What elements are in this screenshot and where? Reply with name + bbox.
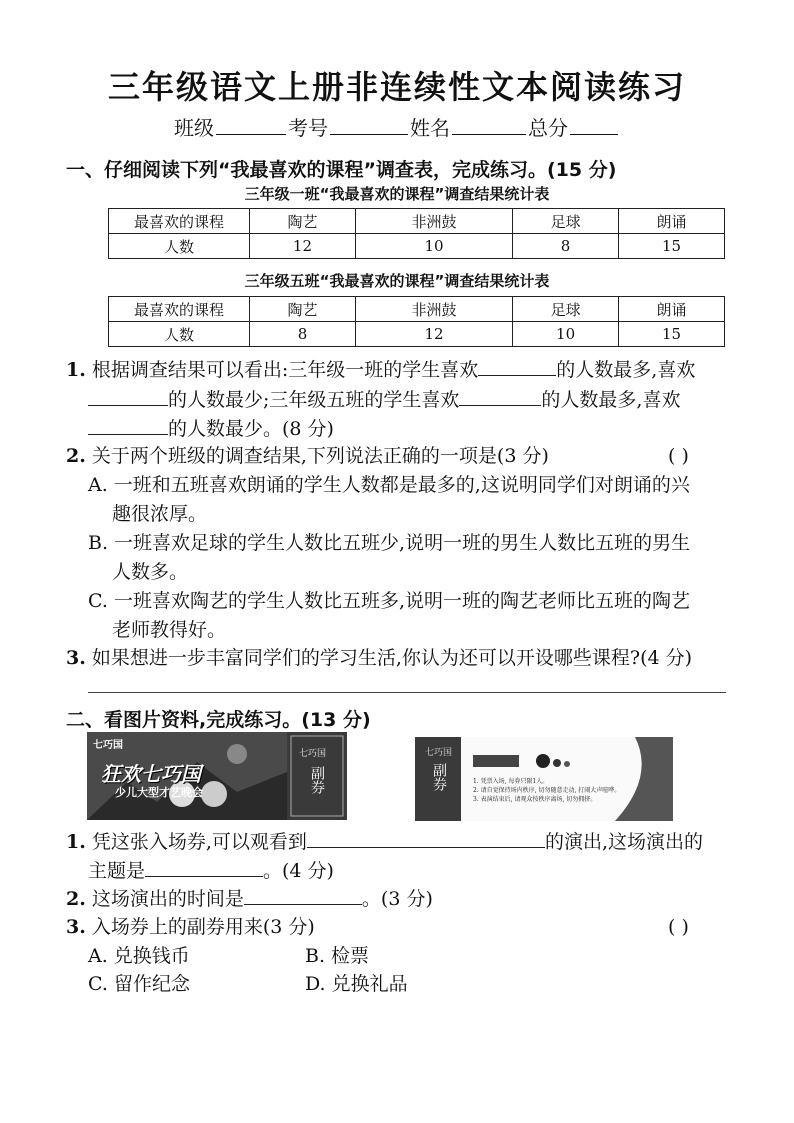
answer-blank[interactable] (88, 405, 168, 406)
page-title: 三年级语文上册非连续性文本阅读练习 (107, 68, 686, 106)
answer-line[interactable] (88, 692, 726, 693)
table-cell: 陶艺 (250, 297, 356, 322)
table-cell: 12 (250, 234, 356, 259)
question-text: 的人数最少;三年级五班的学生喜欢 (168, 389, 460, 411)
table-cell: 15 (619, 322, 725, 347)
question-text: 主题是 (88, 860, 146, 882)
table2-caption: 三年级五班“我最喜欢的课程”调查结果统计表 (244, 272, 550, 290)
class-field[interactable] (216, 116, 286, 135)
question-text: 关于两个班级的调查结果,下列说法正确的一项是(3 分) (91, 445, 549, 467)
answer-blank[interactable] (88, 434, 168, 435)
ticket-logo: 七巧国 (93, 740, 123, 751)
score-label: 总分 (528, 116, 568, 140)
answer-blank[interactable] (244, 904, 362, 905)
question-text: 入场券上的副券用来(3 分) (91, 916, 315, 938)
answer-blank[interactable] (145, 876, 263, 877)
name-label: 姓名 (410, 116, 450, 140)
table-cell: 12 (355, 322, 512, 347)
s1-q1-line2 (88, 385, 680, 415)
survey-table-class1 (108, 208, 725, 259)
table-cell: 非洲鼓 (355, 297, 512, 322)
stub-brand: 七巧国 (299, 749, 327, 759)
rule-line: 2. 请自觉保持场内秩序, 切勿随意走动, 打闹大声喧哗。 (473, 787, 621, 794)
question-number: 3. (66, 916, 86, 938)
question-text: 。(3 分) (361, 888, 433, 910)
answer-blank[interactable] (459, 405, 541, 406)
table-row (109, 297, 725, 322)
question-text: 的人数最多,喜欢 (556, 359, 696, 381)
question-text: 如果想进一步丰富同学们的学习生活,你认为还可以开设哪些课程?(4 分) (91, 647, 693, 669)
rule-line: 3. 表演结束后, 请观众按秩序离场, 切勿拥挤。 (473, 796, 597, 803)
table-cell: 非洲鼓 (355, 209, 512, 234)
exam-no-field[interactable] (330, 116, 408, 135)
survey-table-class5 (108, 296, 725, 347)
stub-label: 副券 (309, 766, 325, 794)
ticket-main-title: 狂欢七巧国 (101, 762, 201, 786)
table-cell: 朗诵 (619, 209, 725, 234)
option-a-cont: 趣很浓厚。 (112, 503, 208, 525)
student-info-line (0, 112, 794, 141)
question-text: 。(4 分) (263, 860, 334, 882)
exam-no-label: 考号 (288, 116, 328, 140)
table-cell: 最喜欢的课程 (109, 297, 250, 322)
table-cell: 8 (250, 322, 356, 347)
answer-parentheses[interactable]: ( ) (668, 445, 689, 467)
option-b[interactable]: B. 一班喜欢足球的学生人数比五班少,说明一班的男生人数比五班的男生 (88, 532, 691, 554)
option-c[interactable]: C. 一班喜欢陶艺的学生人数比五班多,说明一班的陶艺老师比五班的陶艺 (88, 590, 690, 612)
answer-blank[interactable] (307, 847, 545, 848)
option-a[interactable]: A. 一班和五班喜欢朗诵的学生人数都是最多的,这说明同学们对朗诵的兴 (88, 474, 690, 496)
question-text: 的演出,这场演出的 (544, 831, 703, 853)
ticket-subtitle: 少儿大型才艺晚会 (115, 786, 203, 799)
ticket2-rules (473, 777, 633, 804)
question-text: 凭这张入场券,可以观看到 (91, 831, 307, 853)
table-row (109, 209, 725, 234)
table-cell: 陶艺 (250, 209, 356, 234)
question-text: 这场演出的时间是 (91, 888, 244, 910)
option-c-cont: 老师教得好。 (112, 619, 227, 641)
table-cell: 8 (513, 234, 619, 259)
question-number: 2. (66, 888, 86, 910)
table-cell: 10 (355, 234, 512, 259)
class-label: 班级 (174, 116, 214, 140)
s2-q3-stem (66, 912, 315, 942)
ticket-image-back (415, 737, 673, 821)
table-cell: 15 (619, 234, 725, 259)
answer-parentheses[interactable]: ( ) (668, 916, 689, 938)
section1-heading: 一、仔细阅读下列“我最喜欢的课程”调查表，完成练习。(15 分) (66, 159, 617, 181)
question-text: 根据调查结果可以看出:三年级一班的学生喜欢 (91, 359, 479, 381)
table-cell: 足球 (513, 209, 619, 234)
s1-q3-stem (66, 643, 692, 673)
s2-q2 (66, 884, 433, 914)
question-text: 的人数最多,喜欢 (541, 389, 681, 411)
question-text: 的人数最少。(8 分) (168, 418, 334, 440)
question-number: 1. (66, 359, 86, 381)
s1-q1-line1 (66, 355, 695, 385)
question-number: 3. (66, 647, 86, 669)
s2-q1-line2 (88, 856, 334, 886)
table-cell: 人数 (109, 234, 250, 259)
table-row (109, 322, 725, 347)
option-a[interactable]: A. 兑换钱币 (88, 945, 190, 967)
s1-q1-line3 (88, 414, 334, 444)
section2-heading: 二、看图片资料,完成练习。(13 分) (66, 709, 371, 731)
s1-q2-stem (66, 441, 549, 471)
ticket2-brand: 七巧国 (425, 748, 453, 758)
table-row (109, 234, 725, 259)
s2-q1-line1 (66, 827, 703, 857)
table-cell: 朗诵 (619, 297, 725, 322)
table-cell: 人数 (109, 322, 250, 347)
rule-line: 1. 凭票入场, 每券只限1人。 (473, 778, 549, 785)
table1-caption: 三年级一班“我最喜欢的课程”调查结果统计表 (244, 185, 550, 203)
table-cell: 足球 (513, 297, 619, 322)
ticket2-stub-label: 副券 (431, 763, 447, 791)
question-number: 2. (66, 445, 86, 467)
score-field[interactable] (570, 116, 618, 135)
question-number: 1. (66, 831, 86, 853)
option-c[interactable]: C. 留作纪念 (88, 973, 190, 995)
table-cell: 10 (513, 322, 619, 347)
name-field[interactable] (452, 116, 526, 135)
option-b[interactable]: B. 检票 (305, 945, 370, 967)
option-b-cont: 人数多。 (112, 561, 189, 583)
ticket-image-front (87, 732, 347, 820)
option-d[interactable]: D. 兑换礼品 (305, 973, 408, 995)
table-cell: 最喜欢的课程 (109, 209, 250, 234)
answer-blank[interactable] (478, 375, 556, 376)
